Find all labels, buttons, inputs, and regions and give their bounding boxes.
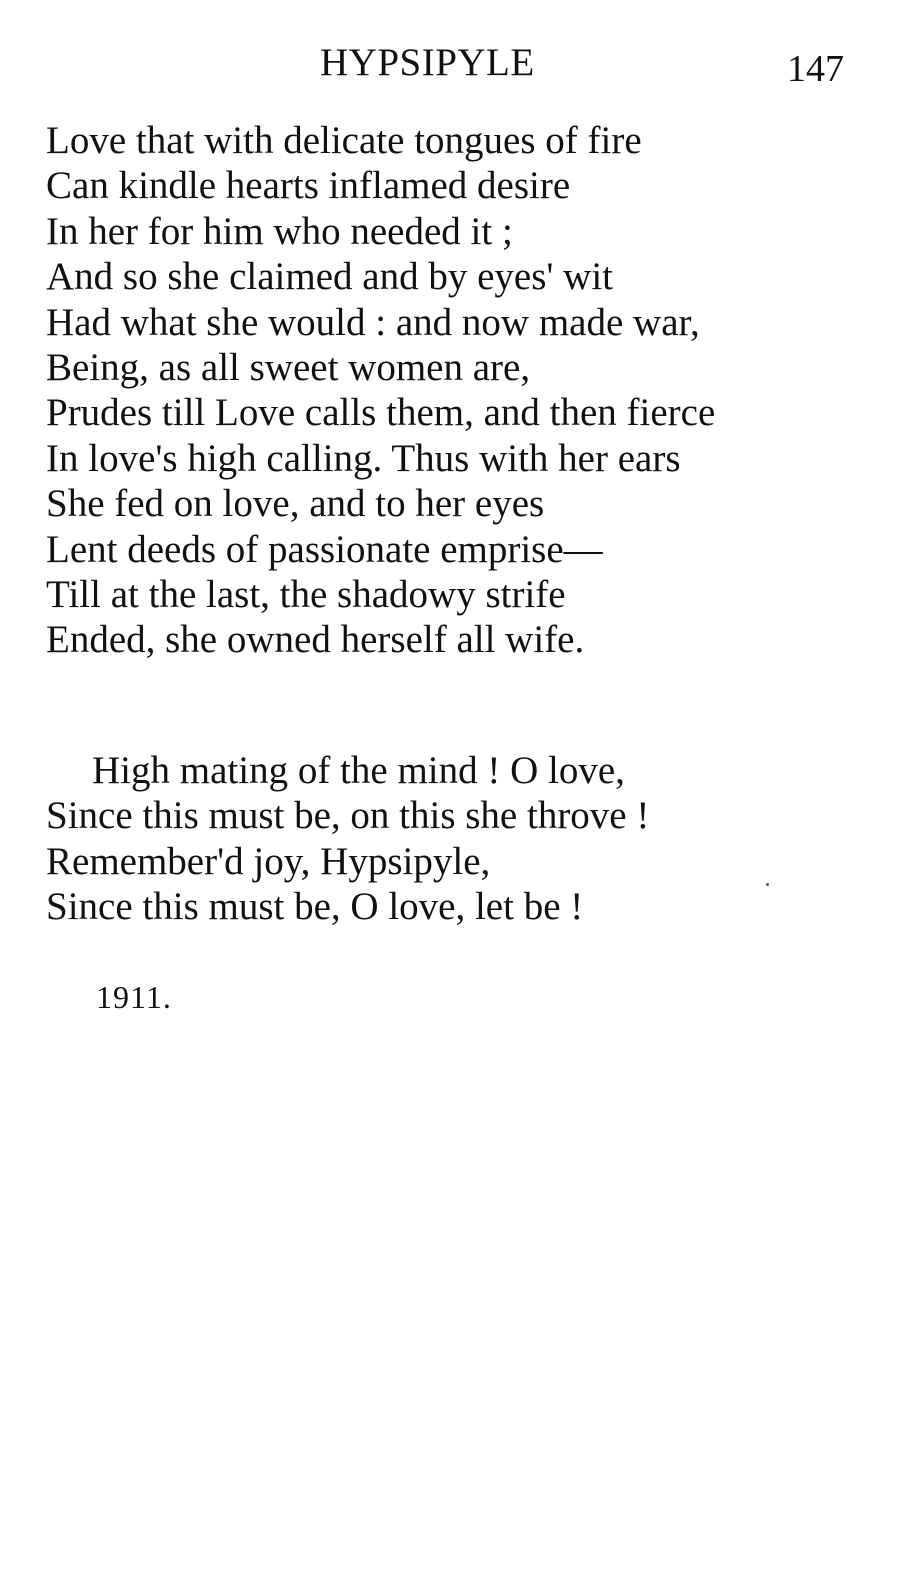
poem-line: Had what she would : and now made war, xyxy=(46,300,700,344)
poem-line: In love's high calling. Thus with her ears xyxy=(46,436,681,480)
poem-line: Ended, she owned herself all wife. xyxy=(46,618,585,662)
poem-line: High mating of the mind ! O love, xyxy=(92,749,625,792)
running-head xyxy=(0,38,900,88)
poem-line: Being, as all sweet women are, xyxy=(46,345,531,389)
page-number: 147 xyxy=(787,48,844,90)
poem-date: 1911. xyxy=(96,979,172,1015)
poem-line: Remember'd joy, Hypsipyle, xyxy=(46,839,491,883)
poem-line: Can kindle hearts inflamed desire xyxy=(46,164,571,208)
poem-line: Till at the last, the shadowy strife xyxy=(46,572,566,616)
poem-line: And so she claimed and by eyes' wit xyxy=(46,255,613,299)
scan-speck xyxy=(766,883,769,886)
poem-stanza-1 xyxy=(46,118,856,663)
poem-line: Since this must be, on this she throve ! xyxy=(46,794,650,838)
poem-line: Lent deeds of passionate emprise— xyxy=(46,527,603,571)
poem-line: Since this must be, O love, let be ! xyxy=(46,885,584,929)
running-title: HYPSIPYLE xyxy=(320,41,535,84)
poem-stanza-2 xyxy=(46,748,856,930)
poem-line: Prudes till Love calls them, and then fierce xyxy=(46,391,716,435)
poem-line: In her for him who needed it ; xyxy=(46,209,513,253)
poem-line: She fed on love, and to her eyes xyxy=(46,482,545,526)
poem-line: Love that with delicate tongues of fire xyxy=(46,119,642,162)
